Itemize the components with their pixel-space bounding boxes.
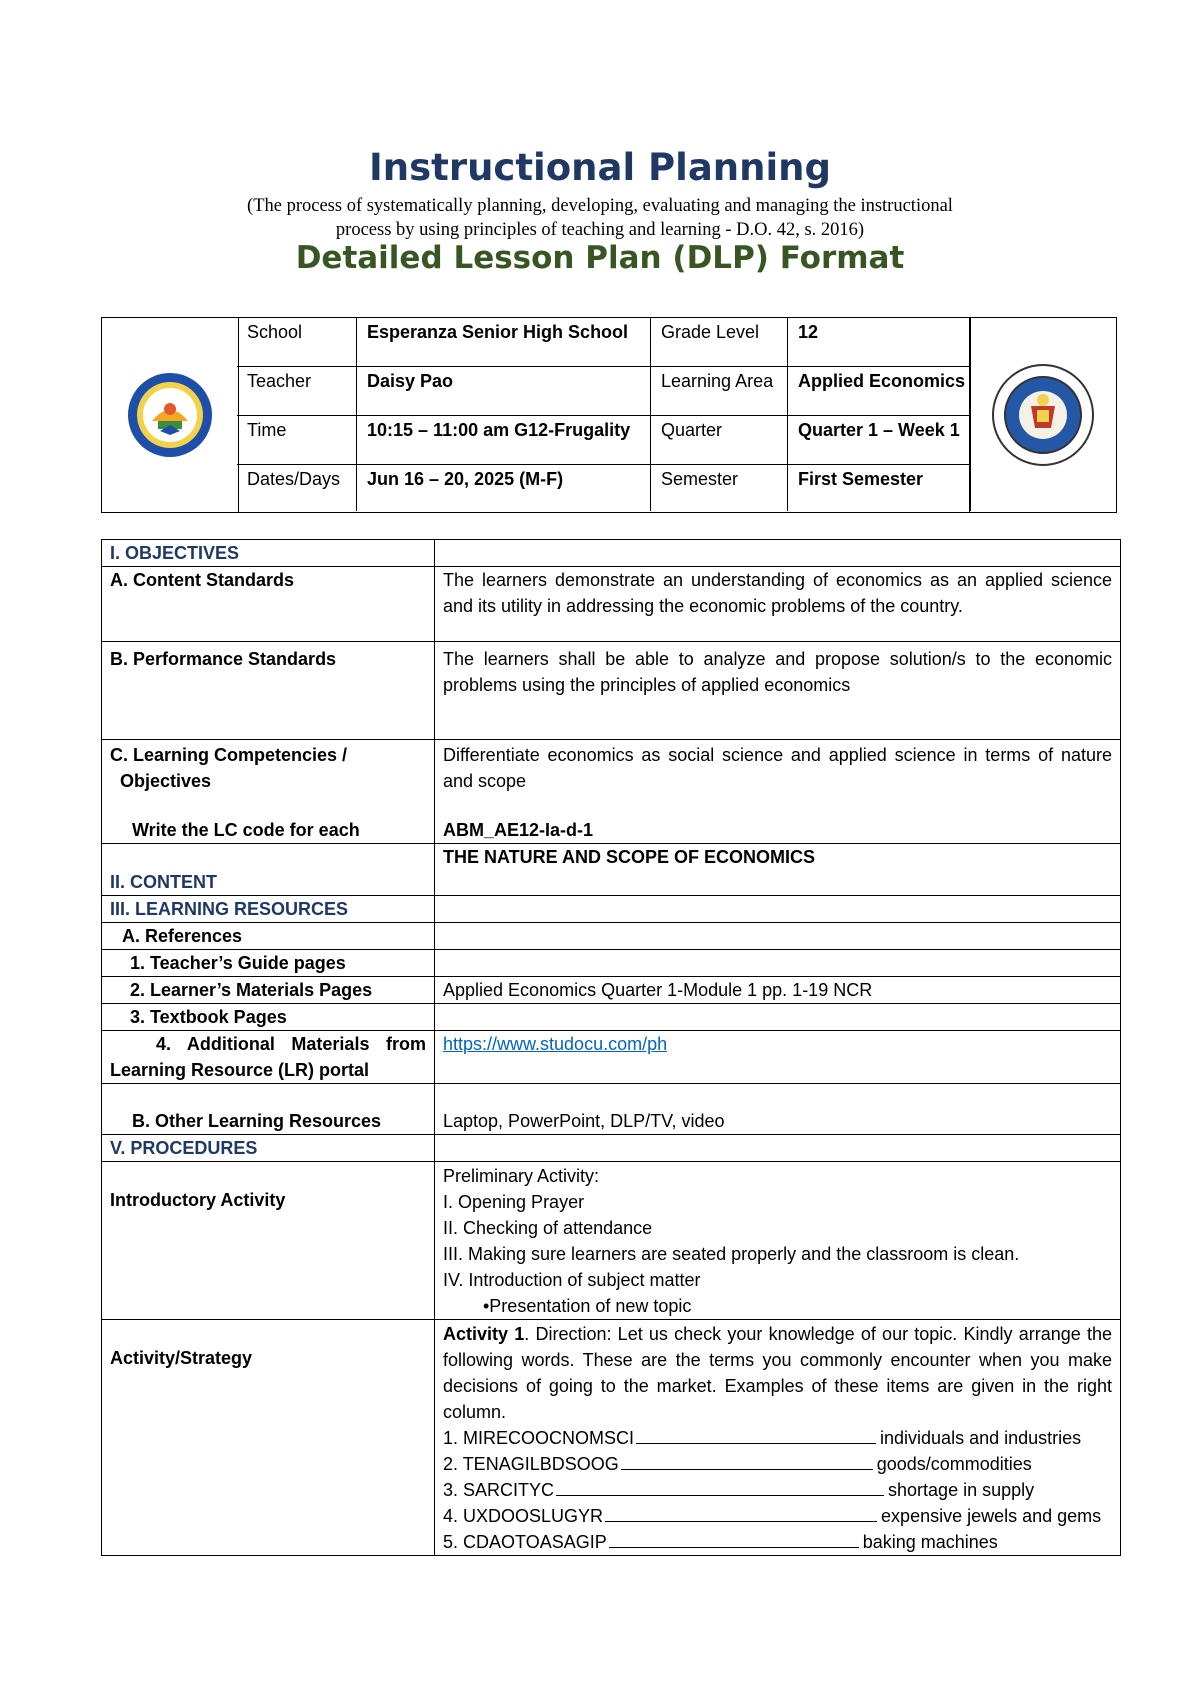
word-item: [443, 1451, 1112, 1477]
competencies-label-line: Objectives: [120, 771, 212, 791]
semester-label: Semester: [651, 465, 788, 511]
word-hint: baking machines: [862, 1532, 998, 1552]
word-item: [443, 1529, 1112, 1555]
dates-value: Jun 16 – 20, 2025 (M-F): [357, 465, 651, 511]
performance-standards-text: The learners shall be able to analyze and propose solution/s to the economic problems using the principles of applied economics: [435, 642, 1121, 740]
school-label: School: [237, 318, 357, 367]
scrambled-word: 4. UXDOOSLUGYR: [443, 1506, 604, 1526]
competencies-label: [102, 740, 435, 844]
intro-line: III. Making sure learners are seated properly and the classroom is clean.: [443, 1244, 1020, 1264]
subtitle-line: (The process of systematically planning, developing, evaluating and managing the instructional: [247, 196, 953, 216]
resources-heading: III. LEARNING RESOURCES: [102, 896, 435, 923]
intro-line: Preliminary Activity:: [443, 1166, 600, 1186]
other-resources-label: B. Other Learning Resources: [102, 1084, 435, 1135]
content-heading: II. CONTENT: [102, 844, 435, 896]
activity-strategy-label: Activity/Strategy: [102, 1320, 435, 1556]
deped-logo-cell: [969, 318, 1116, 512]
additional-label-line: Learning Resource (LR) portal: [110, 1060, 370, 1080]
lc-code-instruction: Write the LC code for each: [132, 820, 360, 840]
references-label: A. References: [102, 923, 435, 950]
intro-line: IV. Introduction of subject matter: [443, 1270, 701, 1290]
answer-blank: [621, 1451, 873, 1470]
quarter-value: Quarter 1 – Week 1: [788, 416, 971, 465]
answer-blank: [605, 1503, 877, 1522]
word-item: [443, 1425, 1112, 1451]
objectives-heading: I. OBJECTIVES: [102, 540, 435, 567]
scrambled-word: 1. MIRECOOCNOMSCI: [443, 1428, 635, 1448]
word-hint: shortage in supply: [888, 1480, 1035, 1500]
word-hint: expensive jewels and gems: [881, 1506, 1102, 1526]
school-seal-icon: [126, 369, 214, 461]
competencies-label-line: C. Learning Competencies /: [110, 745, 348, 765]
scrambled-word: 5. CDAOTOASAGIP: [443, 1532, 607, 1552]
school-value: Esperanza Senior High School: [357, 318, 651, 367]
time-label: Time: [237, 416, 357, 465]
word-hint: goods/commodities: [876, 1454, 1032, 1474]
format-title: Detailed Lesson Plan (DLP) Format: [295, 240, 905, 276]
learners-materials-label: 2. Learner’s Materials Pages: [102, 977, 435, 1004]
deped-seal-icon: [990, 362, 1096, 468]
quarter-label: Quarter: [651, 416, 788, 465]
content-standards-label: A. Content Standards: [102, 567, 435, 642]
lesson-plan-table: [101, 539, 1121, 1556]
scrambled-word: 2. TENAGILBDSOOG: [443, 1454, 619, 1474]
additional-materials-label: [102, 1031, 435, 1084]
intro-line: I. Opening Prayer: [443, 1192, 585, 1212]
grade-label: Grade Level: [651, 318, 788, 367]
content-standards-text: The learners demonstrate an understanding of economics as an applied science and its utility in addressing the economic problems of the country.: [435, 567, 1121, 642]
teachers-guide-label: 1. Teacher’s Guide pages: [102, 950, 435, 977]
semester-value: First Semester: [788, 465, 971, 511]
learning-area-label: Learning Area: [651, 367, 788, 416]
answer-blank: [556, 1477, 884, 1496]
answer-blank: [609, 1529, 859, 1548]
additional-label-line: 4. Additional Materials from: [156, 1034, 426, 1054]
word-hint: individuals and industries: [880, 1428, 1082, 1448]
activity-text: . Direction: Let us check your knowledge of our topic. Kindly arrange the following words. These are the terms you commonly encounter when you make decisions of going to the market. Examples of these items are given in the right column.: [443, 1324, 1112, 1422]
intro-line: II. Checking of attendance: [443, 1218, 653, 1238]
learning-area-value: Applied Economics: [788, 367, 971, 416]
intro-activity-label: Introductory Activity: [102, 1162, 435, 1320]
activity-title: Activity 1: [443, 1324, 525, 1344]
performance-standards-label: B. Performance Standards: [102, 642, 435, 740]
school-info-table: [101, 317, 1117, 513]
answer-blank: [636, 1425, 876, 1444]
dates-label: Dates/Days: [237, 465, 357, 511]
textbook-label: 3. Textbook Pages: [102, 1004, 435, 1031]
intro-activity-cell: [435, 1162, 1121, 1320]
competencies-text: Differentiate economics as social science and applied science in terms of nature and scope: [443, 745, 1112, 791]
word-item: [443, 1503, 1112, 1529]
page-subtitle: [150, 194, 1050, 242]
procedures-heading: V. PROCEDURES: [102, 1135, 435, 1162]
learners-materials-text: Applied Economics Quarter 1-Module 1 pp. 1-19 NCR: [435, 977, 1121, 1004]
word-item: [443, 1477, 1112, 1503]
time-value: 10:15 – 11:00 am G12-Frugality: [357, 416, 651, 465]
other-resources-text: Laptop, PowerPoint, DLP/TV, video: [435, 1084, 1121, 1135]
intro-bullet: •Presentation of new topic: [483, 1296, 692, 1316]
activity-cell: [435, 1320, 1121, 1556]
page-title: Instructional Planning: [369, 146, 831, 189]
school-logo-cell: [102, 318, 239, 512]
teacher-value: Daisy Pao: [357, 367, 651, 416]
subtitle-line: process by using principles of teaching and learning - D.O. 42, s. 2016): [335, 220, 865, 240]
teacher-label: Teacher: [237, 367, 357, 416]
competencies-cell: [435, 740, 1121, 844]
activity-directions: [443, 1321, 1112, 1425]
lr-portal-link[interactable]: https://www.studocu.com/ph: [443, 1034, 668, 1054]
scrambled-word: 3. SARCITYC: [443, 1480, 555, 1500]
lc-code: ABM_AE12-Ia-d-1: [443, 820, 594, 840]
grade-value: 12: [788, 318, 971, 367]
content-topic: THE NATURE AND SCOPE OF ECONOMICS: [435, 844, 1121, 896]
